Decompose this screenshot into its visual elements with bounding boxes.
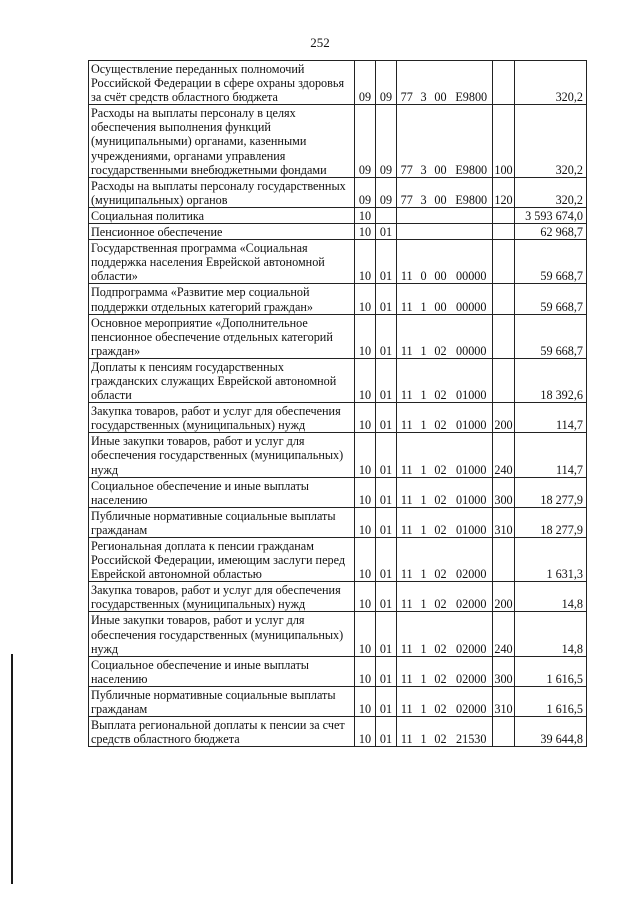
subsection-code: 01: [376, 433, 397, 477]
row-name: Основное мероприятие «Дополнительное пенсионное обеспечение отдельных категорий граждан»: [89, 314, 355, 358]
activity-code: 02: [431, 433, 451, 477]
program-code: [397, 207, 417, 223]
row-name: Публичные нормативные социальные выплаты гражданам: [89, 507, 355, 537]
section-code: 10: [355, 612, 376, 656]
subprogram-code: 0: [417, 240, 431, 284]
activity-code: 02: [431, 477, 451, 507]
expense-direction-code: Е9800: [451, 105, 493, 177]
program-code: 11: [397, 358, 417, 402]
subprogram-code: [417, 207, 431, 223]
amount: 59 668,7: [515, 240, 587, 284]
expense-type-code: 240: [493, 433, 515, 477]
program-code: 11: [397, 284, 417, 314]
program-code: 11: [397, 507, 417, 537]
subprogram-code: 1: [417, 403, 431, 433]
activity-code: 02: [431, 612, 451, 656]
expense-type-code: [493, 240, 515, 284]
row-name: Подпрограмма «Развитие мер социальной поддержки отдельных категорий граждан»: [89, 284, 355, 314]
subprogram-code: 1: [417, 284, 431, 314]
table-body: [89, 61, 587, 747]
row-name: Государственная программа «Социальная поддержка населения Еврейской автономной области»: [89, 240, 355, 284]
amount: 1 616,5: [515, 656, 587, 686]
program-code: 77: [397, 105, 417, 177]
amount: 320,2: [515, 105, 587, 177]
expense-type-code: 300: [493, 656, 515, 686]
expense-direction-code: [451, 224, 493, 240]
activity-code: 02: [431, 358, 451, 402]
expense-type-code: [493, 284, 515, 314]
section-code: 10: [355, 717, 376, 747]
scan-margin-line: [11, 654, 13, 884]
activity-code: 00: [431, 240, 451, 284]
amount: 18 392,6: [515, 358, 587, 402]
subsection-code: [376, 207, 397, 223]
program-code: 77: [397, 177, 417, 207]
subsection-code: 01: [376, 686, 397, 716]
section-code: 10: [355, 207, 376, 223]
subprogram-code: 1: [417, 612, 431, 656]
subsection-code: 01: [376, 717, 397, 747]
table-row: [89, 61, 587, 105]
table-row: [89, 358, 587, 402]
program-code: 11: [397, 433, 417, 477]
expense-direction-code: 02000: [451, 538, 493, 582]
section-code: 10: [355, 358, 376, 402]
row-name: Социальная политика: [89, 207, 355, 223]
subsection-code: 01: [376, 582, 397, 612]
expense-direction-code: 02000: [451, 582, 493, 612]
table-row: [89, 240, 587, 284]
activity-code: [431, 224, 451, 240]
activity-code: 02: [431, 314, 451, 358]
table-row: [89, 612, 587, 656]
subsection-code: 09: [376, 61, 397, 105]
subsection-code: 09: [376, 105, 397, 177]
amount: 14,8: [515, 582, 587, 612]
amount: 3 593 674,0: [515, 207, 587, 223]
section-code: 10: [355, 686, 376, 716]
subprogram-code: [417, 224, 431, 240]
table-row: [89, 284, 587, 314]
subsection-code: 01: [376, 403, 397, 433]
row-name: Публичные нормативные социальные выплаты гражданам: [89, 686, 355, 716]
amount: 320,2: [515, 61, 587, 105]
expense-direction-code: [451, 207, 493, 223]
activity-code: 02: [431, 717, 451, 747]
table-row: [89, 582, 587, 612]
amount: 18 277,9: [515, 507, 587, 537]
expense-direction-code: 01000: [451, 358, 493, 402]
table-row: [89, 433, 587, 477]
subsection-code: 01: [376, 656, 397, 686]
section-code: 10: [355, 433, 376, 477]
subsection-code: 01: [376, 358, 397, 402]
program-code: 11: [397, 656, 417, 686]
section-code: 10: [355, 477, 376, 507]
program-code: 11: [397, 477, 417, 507]
subsection-code: 01: [376, 314, 397, 358]
section-code: 10: [355, 656, 376, 686]
expense-type-code: 240: [493, 612, 515, 656]
row-name: Доплаты к пенсиям государственных гражданских служащих Еврейской автономной области: [89, 358, 355, 402]
subprogram-code: 1: [417, 538, 431, 582]
row-name: Иные закупки товаров, работ и услуг для обеспечения государственных (муниципальных) нужд: [89, 612, 355, 656]
amount: 62 968,7: [515, 224, 587, 240]
subsection-code: 01: [376, 538, 397, 582]
expense-type-code: [493, 207, 515, 223]
subprogram-code: 1: [417, 314, 431, 358]
table-row: [89, 507, 587, 537]
expense-type-code: 200: [493, 403, 515, 433]
subprogram-code: 1: [417, 582, 431, 612]
subprogram-code: 1: [417, 358, 431, 402]
expense-type-code: [493, 314, 515, 358]
expense-type-code: 120: [493, 177, 515, 207]
program-code: 11: [397, 240, 417, 284]
row-name: Социальное обеспечение и иные выплаты населению: [89, 656, 355, 686]
section-code: 09: [355, 61, 376, 105]
row-name: Иные закупки товаров, работ и услуг для обеспечения государственных (муниципальных) нужд: [89, 433, 355, 477]
program-code: 11: [397, 717, 417, 747]
subprogram-code: 3: [417, 105, 431, 177]
row-name: Социальное обеспечение и иные выплаты населению: [89, 477, 355, 507]
table-row: [89, 686, 587, 716]
expense-type-code: [493, 61, 515, 105]
expense-direction-code: 02000: [451, 656, 493, 686]
subprogram-code: 3: [417, 61, 431, 105]
program-code: 11: [397, 612, 417, 656]
activity-code: 00: [431, 177, 451, 207]
activity-code: 02: [431, 538, 451, 582]
program-code: 11: [397, 314, 417, 358]
amount: 39 644,8: [515, 717, 587, 747]
amount: 18 277,9: [515, 477, 587, 507]
expense-type-code: [493, 224, 515, 240]
amount: 114,7: [515, 433, 587, 477]
expense-type-code: 310: [493, 507, 515, 537]
activity-code: 00: [431, 105, 451, 177]
subprogram-code: 1: [417, 656, 431, 686]
expense-direction-code: 21530: [451, 717, 493, 747]
table-row: [89, 403, 587, 433]
expense-type-code: 100: [493, 105, 515, 177]
budget-table: [88, 60, 587, 747]
subprogram-code: 1: [417, 507, 431, 537]
expense-direction-code: Е9800: [451, 61, 493, 105]
amount: 1 631,3: [515, 538, 587, 582]
row-name: Осуществление переданных полномочий Российской Федерации в сфере охраны здоровья за счёт средств областного бюджета: [89, 61, 355, 105]
expense-direction-code: 02000: [451, 686, 493, 716]
program-code: 11: [397, 403, 417, 433]
table-row: [89, 177, 587, 207]
activity-code: 02: [431, 686, 451, 716]
expense-type-code: 310: [493, 686, 515, 716]
subprogram-code: 1: [417, 686, 431, 716]
section-code: 09: [355, 105, 376, 177]
subsection-code: 01: [376, 612, 397, 656]
program-code: 11: [397, 582, 417, 612]
section-code: 10: [355, 240, 376, 284]
program-code: 11: [397, 538, 417, 582]
subprogram-code: 3: [417, 177, 431, 207]
table-row: [89, 224, 587, 240]
activity-code: 02: [431, 403, 451, 433]
expense-direction-code: 01000: [451, 403, 493, 433]
row-name: Расходы на выплаты персоналу государственных (муниципальных) органов: [89, 177, 355, 207]
table-row: [89, 105, 587, 177]
subprogram-code: 1: [417, 433, 431, 477]
expense-direction-code: 00000: [451, 284, 493, 314]
row-name: Пенсионное обеспечение: [89, 224, 355, 240]
subsection-code: 01: [376, 240, 397, 284]
activity-code: 02: [431, 656, 451, 686]
subprogram-code: 1: [417, 717, 431, 747]
expense-type-code: 200: [493, 582, 515, 612]
section-code: 09: [355, 177, 376, 207]
amount: 59 668,7: [515, 314, 587, 358]
section-code: 10: [355, 582, 376, 612]
amount: 320,2: [515, 177, 587, 207]
expense-direction-code: 01000: [451, 507, 493, 537]
table-row: [89, 538, 587, 582]
subsection-code: 09: [376, 177, 397, 207]
table-row: [89, 717, 587, 747]
subsection-code: 01: [376, 284, 397, 314]
section-code: 10: [355, 314, 376, 358]
section-code: 10: [355, 538, 376, 582]
program-code: 77: [397, 61, 417, 105]
expense-type-code: [493, 358, 515, 402]
table-row: [89, 656, 587, 686]
program-code: 11: [397, 686, 417, 716]
table-row: [89, 314, 587, 358]
expense-direction-code: 00000: [451, 240, 493, 284]
section-code: 10: [355, 284, 376, 314]
section-code: 10: [355, 224, 376, 240]
activity-code: [431, 207, 451, 223]
amount: 14,8: [515, 612, 587, 656]
row-name: Расходы на выплаты персоналу в целях обеспечения выполнения функций (муниципальными) органами, казенными учреждениями, органами управления государственными внебюджетными фондами: [89, 105, 355, 177]
row-name: Региональная доплата к пенсии гражданам Российской Федерации, имеющим заслуги перед Еврейской автономной областью: [89, 538, 355, 582]
row-name: Закупка товаров, работ и услуг для обеспечения государственных (муниципальных) нужд: [89, 582, 355, 612]
page-number: 252: [310, 35, 330, 50]
expense-direction-code: 00000: [451, 314, 493, 358]
amount: 1 616,5: [515, 686, 587, 716]
row-name: Закупка товаров, работ и услуг для обеспечения государственных (муниципальных) нужд: [89, 403, 355, 433]
activity-code: 02: [431, 582, 451, 612]
subsection-code: 01: [376, 477, 397, 507]
expense-type-code: 300: [493, 477, 515, 507]
table-row: [89, 477, 587, 507]
expense-type-code: [493, 538, 515, 582]
program-code: [397, 224, 417, 240]
activity-code: 00: [431, 284, 451, 314]
expense-type-code: [493, 717, 515, 747]
section-code: 10: [355, 403, 376, 433]
amount: 59 668,7: [515, 284, 587, 314]
subsection-code: 01: [376, 507, 397, 537]
table-row: [89, 207, 587, 223]
activity-code: 00: [431, 61, 451, 105]
expense-direction-code: 01000: [451, 433, 493, 477]
section-code: 10: [355, 507, 376, 537]
row-name: Выплата региональной доплаты к пенсии за счет средств областного бюджета: [89, 717, 355, 747]
subsection-code: 01: [376, 224, 397, 240]
activity-code: 02: [431, 507, 451, 537]
expense-direction-code: 02000: [451, 612, 493, 656]
subprogram-code: 1: [417, 477, 431, 507]
amount: 114,7: [515, 403, 587, 433]
expense-direction-code: 01000: [451, 477, 493, 507]
expense-direction-code: Е9800: [451, 177, 493, 207]
